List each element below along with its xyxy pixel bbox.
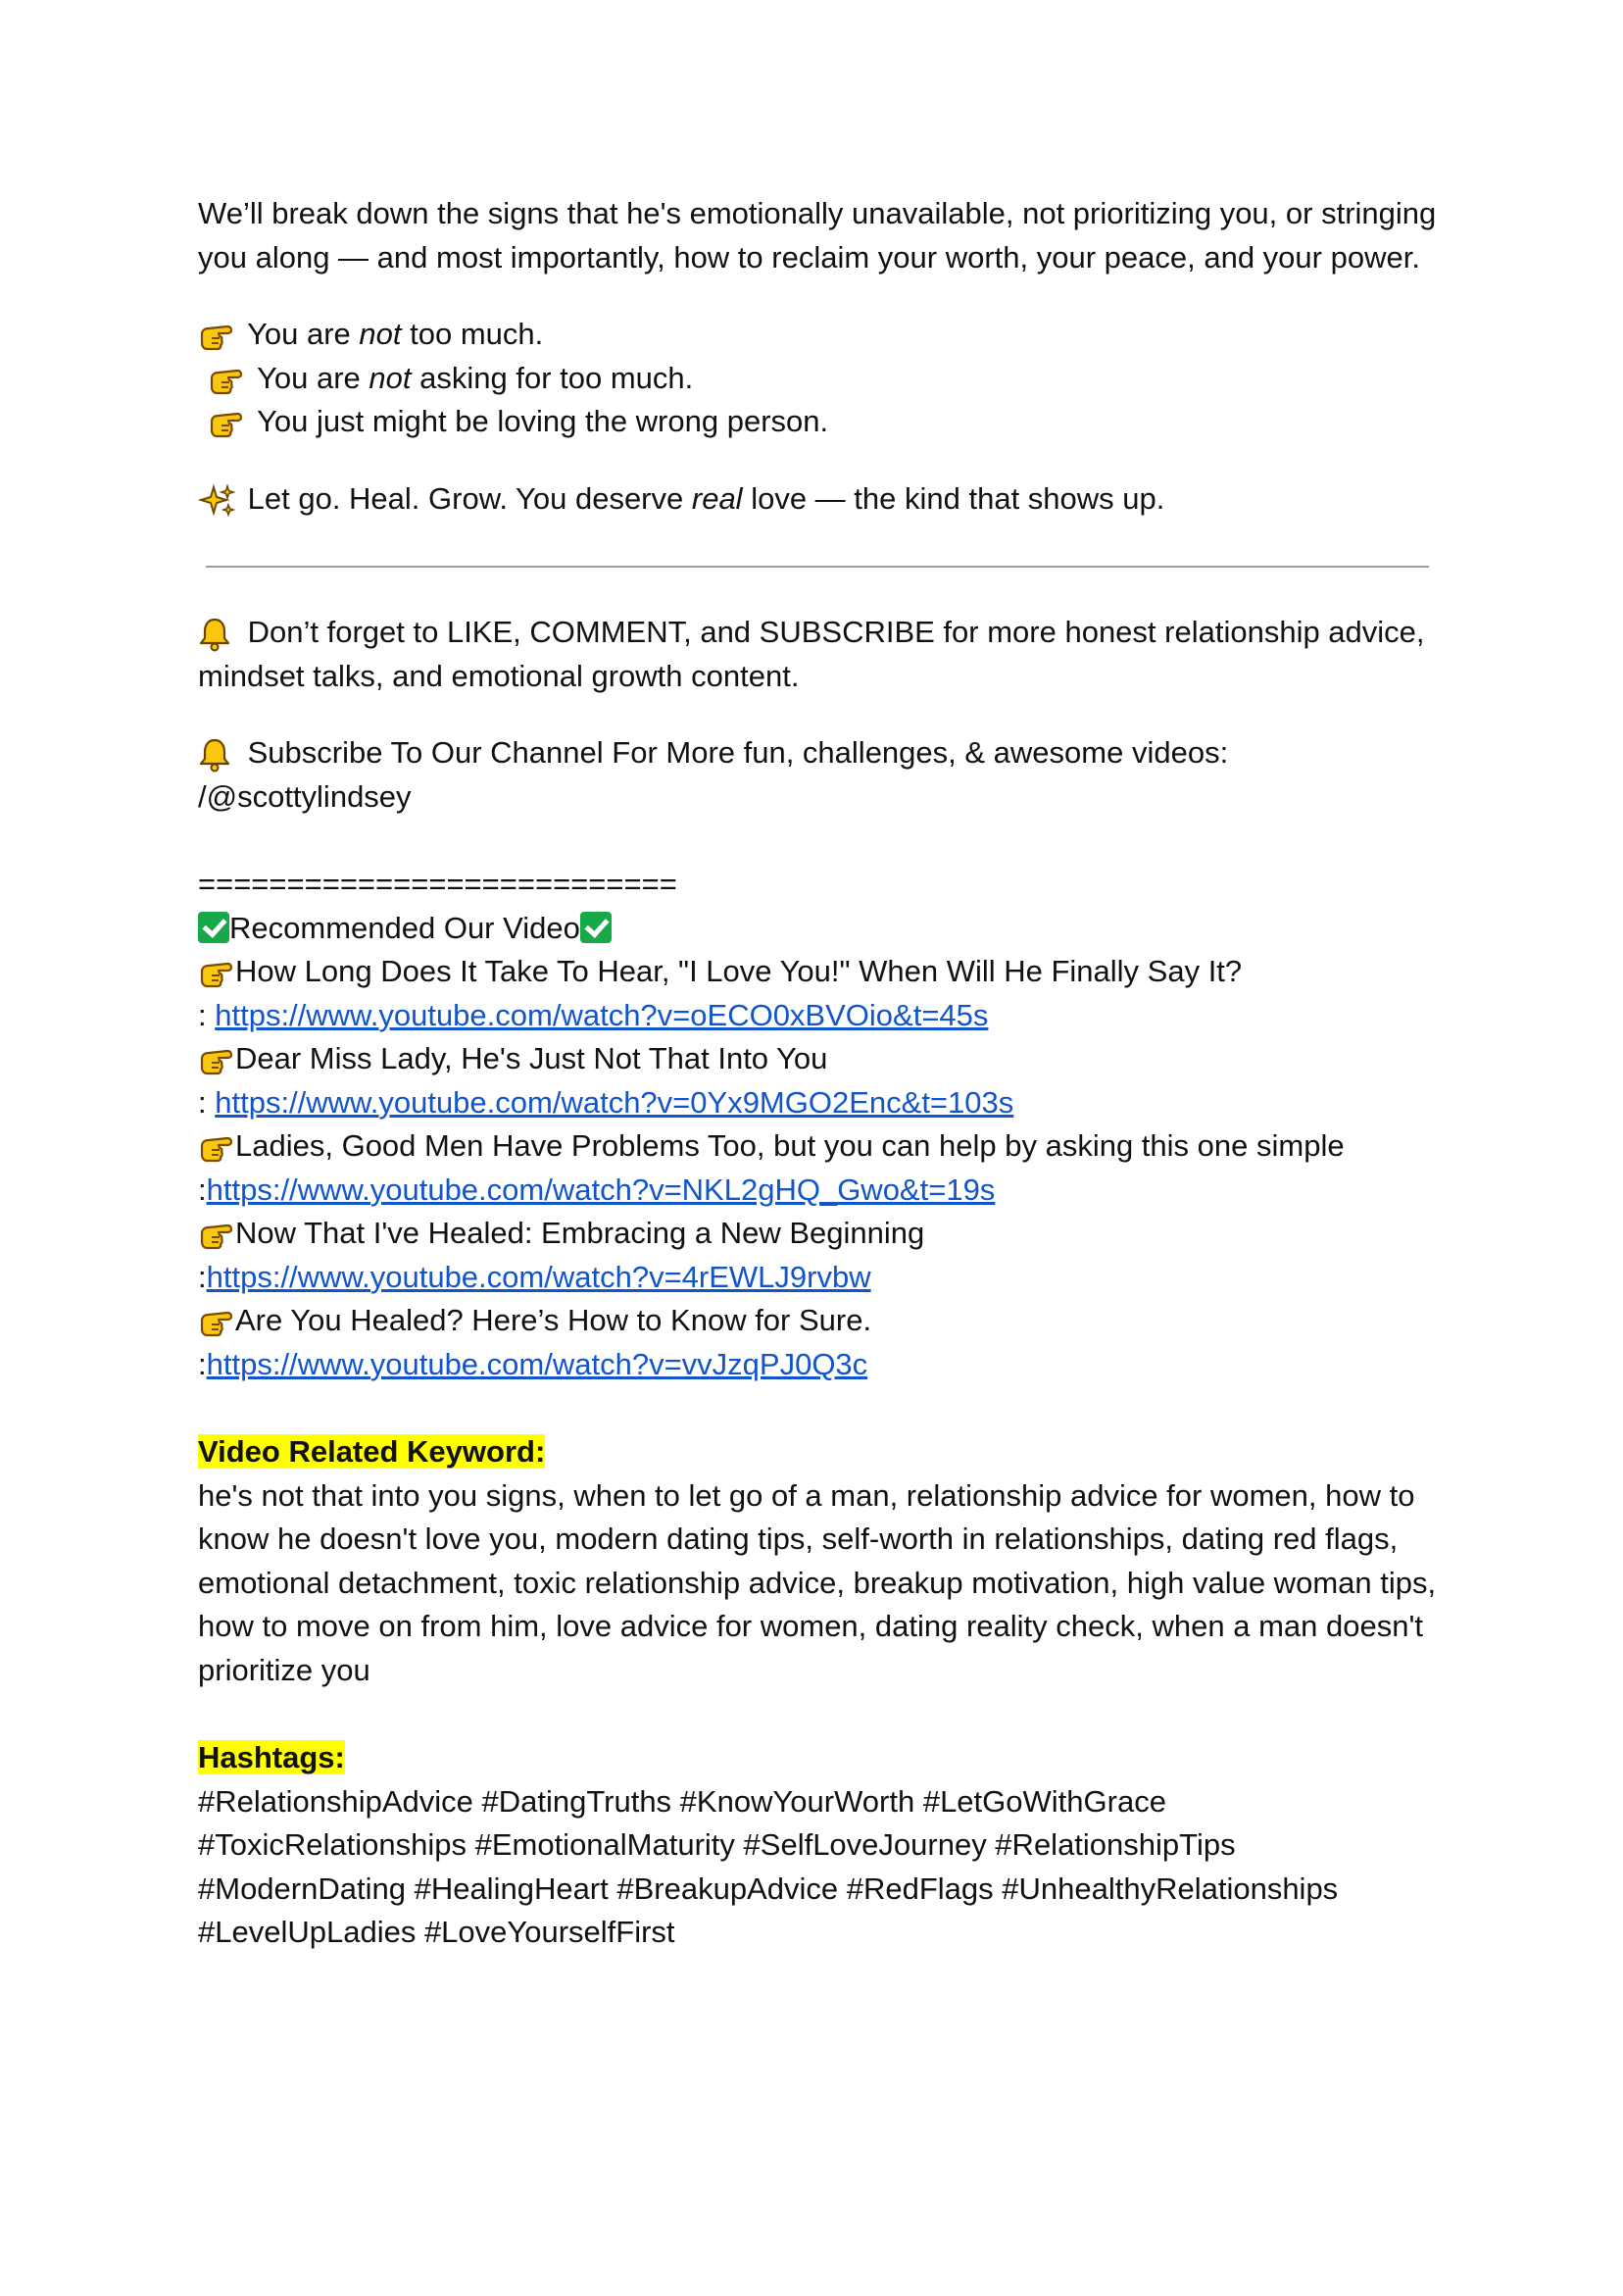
link-prefix: : xyxy=(198,1259,207,1294)
video-title xyxy=(198,1299,1443,1343)
pointing-hand-icon xyxy=(208,363,249,392)
subscribe-text: Subscribe To Our Channel For More fun, challenges, & awesome videos: xyxy=(247,735,1229,770)
affirmation-text: too much. xyxy=(401,317,544,351)
let-go-emphasis: real xyxy=(691,480,743,516)
check-mark-icon xyxy=(198,912,229,943)
bell-icon xyxy=(198,737,239,767)
video-link[interactable]: https://www.youtube.com/watch?v=4rEWLJ9rvbw xyxy=(206,1259,871,1294)
affirmation-line xyxy=(198,313,1443,357)
document-body xyxy=(198,192,1443,1955)
video-link[interactable]: https://www.youtube.com/watch?v=NKL2gHQ_Gwo&t=19s xyxy=(206,1172,996,1207)
affirmation-text: You are xyxy=(247,317,360,351)
video-link-line xyxy=(198,1081,1443,1125)
pointing-hand-icon xyxy=(198,956,235,985)
let-go-text: love — the kind that shows up. xyxy=(742,480,1165,516)
subscribe-paragraph xyxy=(198,731,1443,819)
pointing-hand-icon xyxy=(198,1305,235,1334)
affirmation-text: You just might be loving the wrong person. xyxy=(257,404,829,438)
video-link-line xyxy=(198,1343,1443,1387)
pointing-hand-icon xyxy=(208,406,249,435)
hashtag-line: #ToxicRelationships #EmotionalMaturity #SelfLoveJourney #RelationshipTips xyxy=(198,1827,1236,1862)
video-link-line xyxy=(198,1169,1443,1213)
video-title xyxy=(198,1124,1443,1169)
keywords-text: he's not that into you signs, when to let go of a man, relationship advice for women, how to know he doesn't love you, modern dating tips, self-worth in relationships, dating red flags, emotional detachment, toxic relationship advice, breakup motivation, high value woman tips, how to move on from him, love advice for women, dating reality check, when a man doesn't prioritize you xyxy=(198,1477,1437,1687)
affirmation-emphasis: not xyxy=(369,360,412,395)
keywords-label: Video Related Keyword: xyxy=(198,1434,546,1469)
let-go-text: Let go. Heal. Grow. You deserve xyxy=(247,480,692,516)
video-link-line xyxy=(198,1256,1443,1300)
hashtags-section xyxy=(198,1736,1443,1955)
link-prefix: : xyxy=(198,1346,207,1381)
hashtag-line: #RelationshipAdvice #DatingTruths #KnowYourWorth #LetGoWithGrace xyxy=(198,1783,1166,1819)
hashtag-line: #LevelUpLadies #LoveYourselfFirst xyxy=(198,1915,675,1949)
let-go-line xyxy=(198,477,1443,522)
channel-handle: /@scottylindsey xyxy=(198,778,412,814)
video-link[interactable]: https://www.youtube.com/watch?v=vvJzqPJ0Q3c xyxy=(206,1346,868,1381)
video-title xyxy=(198,950,1443,994)
link-prefix: : xyxy=(198,1172,207,1207)
pointing-hand-icon xyxy=(198,319,239,348)
video-link[interactable]: https://www.youtube.com/watch?v=0Yx9MGO2Enc&t=103s xyxy=(215,1084,1014,1120)
pointing-hand-icon xyxy=(198,1130,235,1160)
keywords-section xyxy=(198,1430,1443,1692)
video-title xyxy=(198,1037,1443,1081)
video-title-text: Are You Healed? Here’s How to Know for Sure. xyxy=(235,1303,872,1337)
recommended-heading xyxy=(198,907,1443,951)
video-title-text: Now That I've Healed: Embracing a New Beginning xyxy=(235,1216,925,1250)
link-prefix: : xyxy=(198,997,216,1032)
affirmation-emphasis: not xyxy=(359,317,402,351)
like-subscribe-text: Don’t forget to LIKE, COMMENT, and SUBSCRIBE for more honest relationship advice, mindset talks, and emotional growth content. xyxy=(198,615,1425,693)
like-subscribe-paragraph xyxy=(198,611,1443,698)
pointing-hand-icon xyxy=(198,1218,235,1247)
check-mark-icon xyxy=(580,912,612,943)
bell-icon xyxy=(198,617,239,646)
pointing-hand-icon xyxy=(198,1043,235,1073)
affirmation-text: asking for too much. xyxy=(411,360,694,395)
hashtags-label: Hashtags: xyxy=(198,1740,345,1774)
affirmation-line xyxy=(198,357,1443,401)
hashtag-line: #ModernDating #HealingHeart #BreakupAdvice #RedFlags #UnhealthyRelationships xyxy=(198,1871,1339,1906)
video-title-text: Ladies, Good Men Have Problems Too, but you can help by asking this one simple xyxy=(235,1128,1345,1163)
video-title xyxy=(198,1212,1443,1256)
video-link-line xyxy=(198,994,1443,1038)
video-title-text: Dear Miss Lady, He's Just Not That Into You xyxy=(235,1041,828,1075)
video-list xyxy=(198,950,1443,1386)
sparkles-icon xyxy=(198,483,239,513)
recommended-heading-text: Recommended Our Video xyxy=(229,910,580,945)
separator-line: =========================== xyxy=(198,867,677,901)
video-link[interactable]: https://www.youtube.com/watch?v=oECO0xBVOio&t=45s xyxy=(215,997,989,1032)
intro-paragraph: We’ll break down the signs that he's emotionally unavailable, not prioritizing you, or stringing you along — and most importantly, how to reclaim your worth, your peace, and your power. xyxy=(198,196,1437,275)
affirmation-line xyxy=(198,400,1443,444)
video-title-text: How Long Does It Take To Hear, "I Love You!" When Will He Finally Say It? xyxy=(235,954,1243,988)
affirmation-text: You are xyxy=(257,360,369,395)
link-prefix: : xyxy=(198,1084,216,1120)
